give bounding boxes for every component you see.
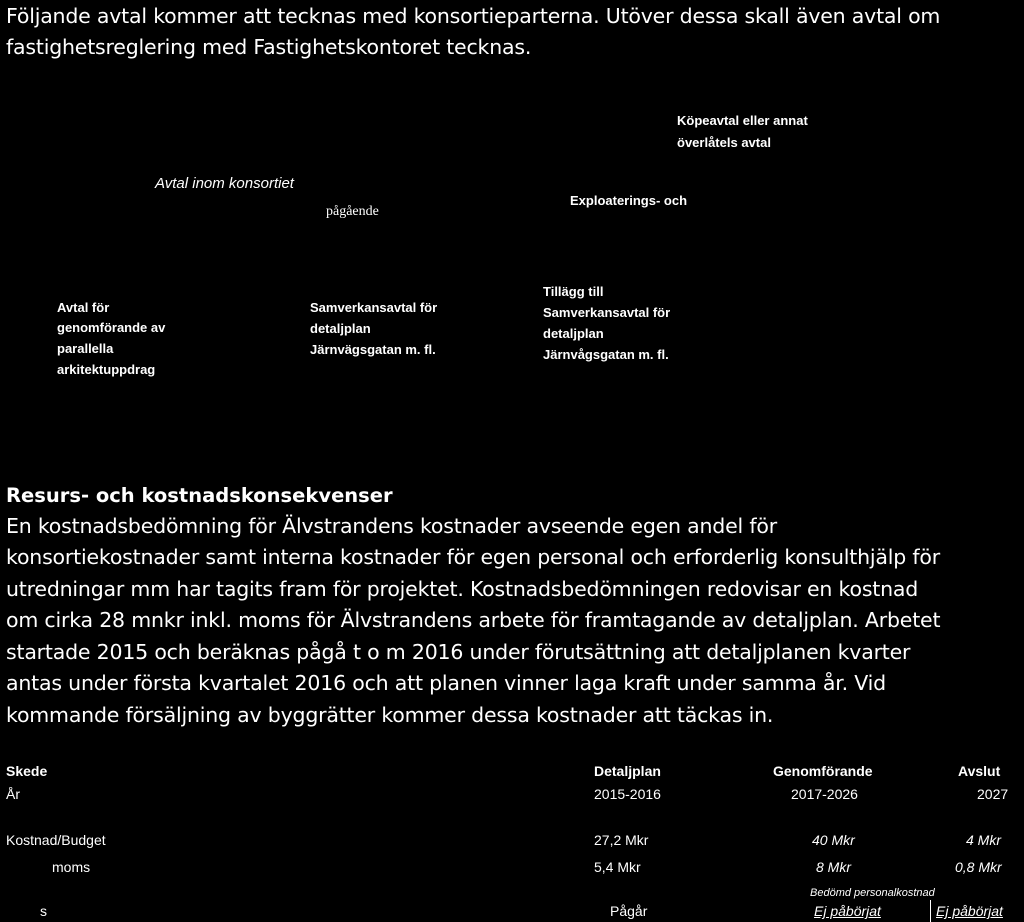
table-year-label: År: [6, 786, 20, 802]
resources-line-5: startade 2015 och beräknas pågå t o m 2016 under förutsättning att detaljplanen kvarter: [6, 640, 911, 664]
table-cost-label: Kostnad/Budget: [6, 832, 106, 848]
table-header-phase: Skede: [6, 763, 48, 779]
resources-heading: Resurs- och kostnadskonsekvenser: [6, 484, 393, 507]
table-cell: 4 Mkr: [966, 832, 1001, 848]
personnel-cost-note: Bedömd personalkostnad: [810, 887, 935, 899]
table-cell: Ej påbörjat: [936, 903, 1003, 919]
table-cell: 0,8 Mkr: [955, 859, 1002, 875]
consortium-agreements-label: Avtal inom konsortiet: [155, 175, 294, 192]
table-header-detailplan: Detaljplan: [594, 763, 661, 779]
resources-line-1: En kostnadsbedömning för Älvstrandens kostnader avseende egen andel för: [6, 514, 777, 538]
resources-line-4: om cirka 28 mnkr inkl. moms för Älvstrandens arbete för framtagande av detaljplan. Arbetet: [6, 608, 941, 632]
table-status-label: s: [40, 903, 47, 919]
table-cell: 2015-2016: [594, 786, 661, 802]
resources-line-2: konsortiekostnader samt interna kostnader för egen personal och erforderlig konsulthjälp för: [6, 545, 940, 569]
exploitation-label: Exploaterings- och: [570, 193, 688, 208]
resources-line-7: kommande försäljning av byggrätter kommer dessa kostnader att täckas in.: [6, 703, 774, 727]
intro-line-1: Följande avtal kommer att tecknas med konsortieparterna. Utöver dessa skall även avtal om: [6, 4, 941, 28]
ongoing-label: pågående: [326, 204, 379, 219]
table-cell: 2027: [977, 786, 1009, 802]
table-vat-label: moms: [52, 859, 91, 875]
table-cell: 2017-2026: [791, 786, 858, 802]
intro-line-2: fastighetsreglering med Fastighetskontoret tecknas.: [6, 35, 532, 59]
table-cell: 40 Mkr: [812, 832, 855, 848]
table-divider: [930, 900, 931, 922]
table-cell: Pågår: [610, 903, 648, 919]
table-cell: 8 Mkr: [816, 859, 851, 875]
resources-line-3: utredningar mm har tagits fram för projektet. Kostnadsbedömningen redovisar en kostnad: [6, 577, 919, 601]
table-cell: 27,2 Mkr: [594, 832, 649, 848]
purchase-agreement-label-1: Köpeavtal eller annat: [677, 113, 808, 128]
table-header-implementation: Genomförande: [773, 763, 873, 779]
table-cell: 5,4 Mkr: [594, 859, 641, 875]
purchase-agreement-label-2: överlåtels avtal: [677, 135, 771, 150]
table-header-closing: Avslut: [958, 763, 1001, 779]
resources-line-6: antas under första kvartalet 2016 och att planen vinner laga kraft under samma år. Vid: [6, 671, 886, 695]
table-cell: Ej påbörjat: [814, 903, 881, 919]
